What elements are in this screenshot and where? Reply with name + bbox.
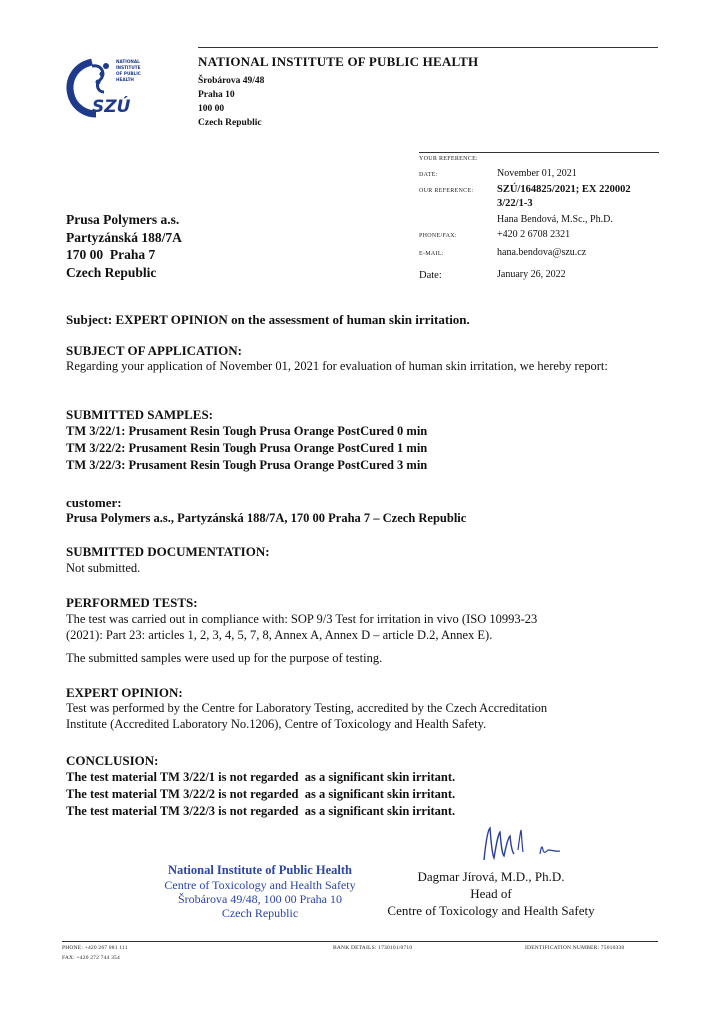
our-reference-value: SZÚ/164825/2021; EX 220002 <box>497 184 631 195</box>
address-line: Praha 10 <box>198 90 235 100</box>
tests-text: The test was carried out in compliance with: SOP 9/3 Test for irritation in vivo (ISO 10993-23 <box>66 612 538 626</box>
svg-text:SZÚ: SZÚ <box>92 97 131 117</box>
recipient-line: Partyzánská 188/7A <box>66 229 182 245</box>
email-link[interactable]: hana.bendova@szu.cz <box>497 247 587 258</box>
our-reference-label: OUR REFERENCE: <box>419 188 474 194</box>
footer-phone: PHONE: +420 267 081 111 <box>62 945 128 951</box>
reference-rule <box>419 152 659 153</box>
signatory-name: Dagmar Jírová, M.D., Ph.D. <box>417 869 565 884</box>
signatory-block <box>370 868 612 919</box>
conclusion-heading: CONCLUSION: <box>66 753 159 768</box>
recipient-line: 170 00 Praha 7 <box>66 247 156 262</box>
stamp-line: Šrobárova 49/48, 100 00 Praha 10 <box>178 892 342 906</box>
tests-note: The submitted samples were used up for the purpose of testing. <box>66 651 383 665</box>
date-value: November 01, 2021 <box>497 168 577 179</box>
opinion-heading: EXPERT OPINION: <box>66 685 183 700</box>
opinion-text: Institute (Accredited Laboratory No.1206), Centre of Toxicology and Health Safety. <box>66 717 487 731</box>
sample-item: TM 3/22/2: Prusament Resin Tough Prusa Orange PostCured 1 min <box>66 441 428 455</box>
phone-value: +420 2 6708 2321 <box>497 229 571 240</box>
email-label: E-MAIL: <box>419 251 444 257</box>
sample-item: TM 3/22/1: Prusament Resin Tough Prusa Orange PostCured 0 min <box>66 424 428 438</box>
institute-address <box>198 74 264 130</box>
tests-heading: PERFORMED TESTS: <box>66 595 198 610</box>
application-text: Regarding your application of November 01, 2021 for evaluation of human skin irritation, we hereby report: <box>66 359 608 373</box>
phone-label: PHONE/FAX: <box>419 233 457 239</box>
svg-text:OF PUBLIC: OF PUBLIC <box>116 71 141 76</box>
sample-item: TM 3/22/3: Prusament Resin Tough Prusa Orange PostCured 3 min <box>66 458 428 472</box>
tests-text: (2021): Part 23: articles 1, 2, 3, 4, 5, 7, 8, Annex A, Annex D – article D.2, Annex E). <box>66 628 493 642</box>
institute-stamp <box>140 863 380 920</box>
documentation-heading: SUBMITTED DOCUMENTATION: <box>66 544 270 559</box>
address-line: Czech Republic <box>198 118 262 128</box>
contact-name: Hana Bendová, M.Sc., Ph.D. <box>497 214 613 225</box>
footer-identification: IDENTIFICATION NUMBER: 75010330 <box>525 945 625 951</box>
recipient-address <box>66 211 182 281</box>
recipient-line: Czech Republic <box>66 264 157 280</box>
stamp-line: Centre of Toxicology and Health Safety <box>164 878 356 892</box>
documentation-text: Not submitted. <box>66 561 141 575</box>
samples-heading: SUBMITTED SAMPLES: <box>66 407 213 422</box>
conclusion-list <box>66 769 455 820</box>
customer-heading: customer: <box>66 495 122 510</box>
conclusion-item: The test material TM 3/22/2 is not regarded as a significant skin irritant. <box>66 787 456 801</box>
svg-text:NATIONAL: NATIONAL <box>116 59 140 64</box>
samples-list <box>66 423 427 474</box>
svg-text:INSTITUTE: INSTITUTE <box>116 65 141 70</box>
institute-name: NATIONAL INSTITUTE OF PUBLIC HEALTH <box>198 54 479 69</box>
stamp-line: National Institute of Public Health <box>167 863 353 877</box>
footer-fax: FAX: +420 272 744 354 <box>62 955 120 961</box>
signatory-role: Head of <box>470 886 512 901</box>
svg-text:HEALTH: HEALTH <box>116 77 134 82</box>
our-reference-value-2: 3/22/1-3 <box>497 198 533 209</box>
footer-bank: BANK DETAILS: 1730101/0710 <box>333 945 413 951</box>
your-reference-label: YOUR REFERENCE: <box>419 156 479 162</box>
issue-date-value: January 26, 2022 <box>497 269 566 280</box>
address-line: Šrobárova 49/48 <box>198 76 265 86</box>
footer-rule <box>62 941 658 942</box>
opinion-text: Test was performed by the Centre for Laboratory Testing, accredited by the Czech Accreditation <box>66 701 548 715</box>
conclusion-item: The test material TM 3/22/3 is not regarded as a significant skin irritant. <box>66 804 456 818</box>
address-line: 100 00 <box>198 104 225 114</box>
institute-logo <box>62 52 172 120</box>
signatory-department: Centre of Toxicology and Health Safety <box>387 903 595 918</box>
conclusion-item: The test material TM 3/22/1 is not regarded as a significant skin irritant. <box>66 770 456 784</box>
header-rule <box>198 47 658 48</box>
recipient-line: Prusa Polymers a.s. <box>66 212 180 227</box>
issue-date-label: Date: <box>419 270 442 281</box>
date-label: DATE: <box>419 172 438 178</box>
stamp-line: Czech Republic <box>221 906 299 920</box>
application-heading: SUBJECT OF APPLICATION: <box>66 343 243 358</box>
customer-text: Prusa Polymers a.s., Partyzánská 188/7A, 170 00 Praha 7 – Czech Republic <box>66 511 467 525</box>
document-subject: Subject: EXPERT OPINION on the assessment of human skin irritation. <box>66 312 470 327</box>
